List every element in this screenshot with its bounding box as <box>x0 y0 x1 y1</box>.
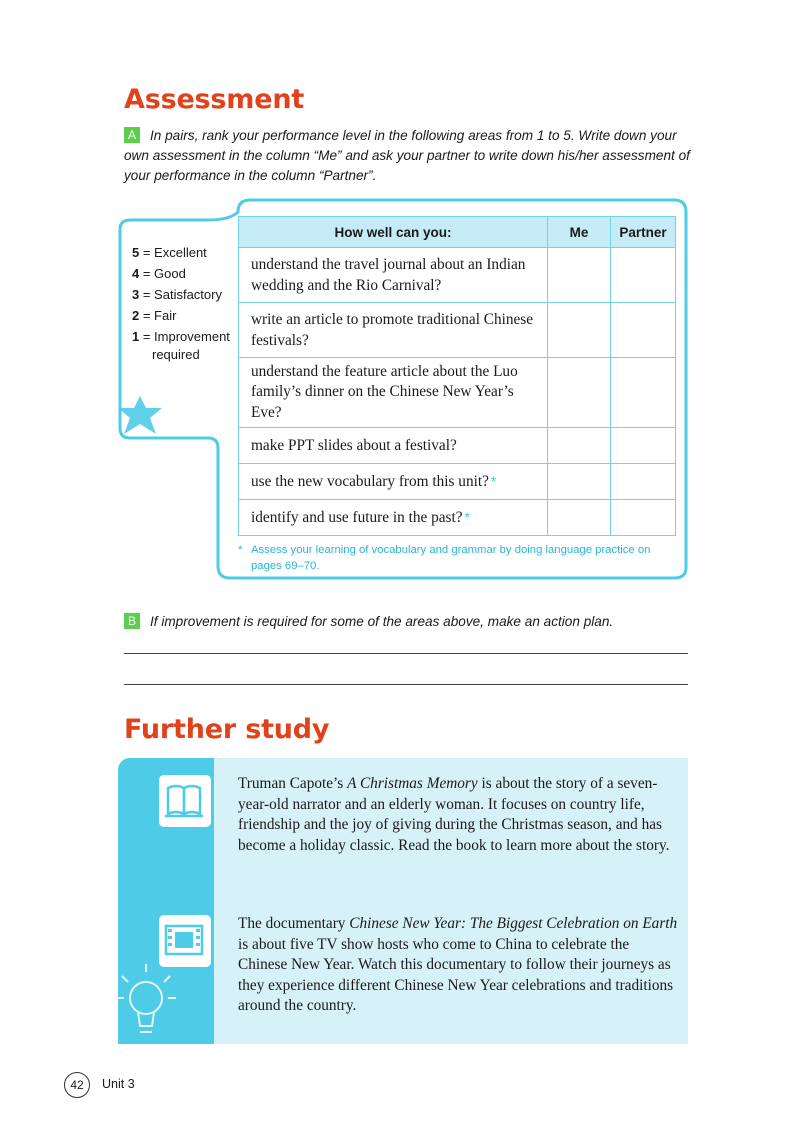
row-text: make PPT slides about a festival? <box>239 428 548 464</box>
answer-line[interactable] <box>124 684 688 685</box>
me-cell[interactable] <box>548 464 611 500</box>
scale-item: 1 = Improvement <box>132 329 230 344</box>
partner-cell[interactable] <box>611 464 676 500</box>
table-row <box>239 464 676 500</box>
partner-cell[interactable] <box>611 303 676 358</box>
scale-item: 2 = Fair <box>132 308 177 323</box>
assessment-table <box>238 216 676 536</box>
book-icon <box>158 774 212 828</box>
partner-cell[interactable] <box>611 358 676 428</box>
partner-cell[interactable] <box>611 248 676 303</box>
row-text: identify and use future in the past? * <box>239 500 548 536</box>
partner-cell[interactable] <box>611 500 676 536</box>
row-text: understand the travel journal about an Indian wedding and the Rio Carnival? <box>239 248 548 303</box>
row-text: understand the feature article about the Luo family’s dinner on the Chinese New Year’s Eve? <box>239 358 548 428</box>
table-row <box>239 500 676 536</box>
part-b-badge: B <box>124 613 140 629</box>
me-cell[interactable] <box>548 248 611 303</box>
part-b-instructions <box>124 612 696 632</box>
header-me: Me <box>548 217 611 248</box>
rating-scale <box>132 242 230 365</box>
table-footnote: * Assess your learning of vocabulary and grammar by doing language practice on pages 69–70. <box>238 544 651 572</box>
answer-line[interactable] <box>124 653 688 654</box>
table-row <box>239 248 676 303</box>
me-cell[interactable] <box>548 500 611 536</box>
header-partner: Partner <box>611 217 676 248</box>
part-b-text: If improvement is required for some of the areas above, make an action plan. <box>150 614 614 629</box>
scale-item: 5 = Excellent <box>132 245 207 260</box>
page-number: 42 <box>64 1072 90 1098</box>
row-text: write an article to promote traditional Chinese festivals? <box>239 303 548 358</box>
part-a-instructions <box>124 126 696 186</box>
unit-label: Unit 3 <box>102 1077 135 1091</box>
part-a-text: In pairs, rank your performance level in the following areas from 1 to 5. Write down your own assessment in the column “Me” and ask your partner to write down his/her assessment of your performance in the column “Partner”. <box>124 128 690 183</box>
table-header-row <box>239 217 676 248</box>
further-study-title: Further study <box>124 714 330 745</box>
further-study-item-film: The documentary Chinese New Year: The Biggest Celebration on Earth is about five TV show hosts who come to China to celebrate the Chinese New Year. Watch this documentary to follow their journeys as they experience different Chinese New Year celebrations and traditions around the country. <box>238 915 678 1015</box>
table-row <box>239 358 676 428</box>
me-cell[interactable] <box>548 303 611 358</box>
star-decoration-icon <box>118 396 162 434</box>
assessment-title: Assessment <box>124 84 305 115</box>
film-icon <box>158 914 212 968</box>
partner-cell[interactable] <box>611 428 676 464</box>
scale-item: 3 = Satisfactory <box>132 287 222 302</box>
part-a-badge: A <box>124 127 140 143</box>
scale-item: 4 = Good <box>132 266 186 281</box>
scale-item-continuation: required <box>152 347 200 362</box>
table-row <box>239 428 676 464</box>
row-text: use the new vocabulary from this unit? * <box>239 464 548 500</box>
me-cell[interactable] <box>548 358 611 428</box>
table-row <box>239 303 676 358</box>
header-how-well: How well can you: <box>239 217 548 248</box>
me-cell[interactable] <box>548 428 611 464</box>
further-study-item-book: Truman Capote’s A Christmas Memory is about the story of a seven-year-old narrator and an elderly woman. It focuses on country life, friendship and the joy of giving during the Christmas season, and has become a holiday classic. Read the book to learn more about the story. <box>238 775 670 854</box>
lightbulb-icon <box>118 964 176 1032</box>
